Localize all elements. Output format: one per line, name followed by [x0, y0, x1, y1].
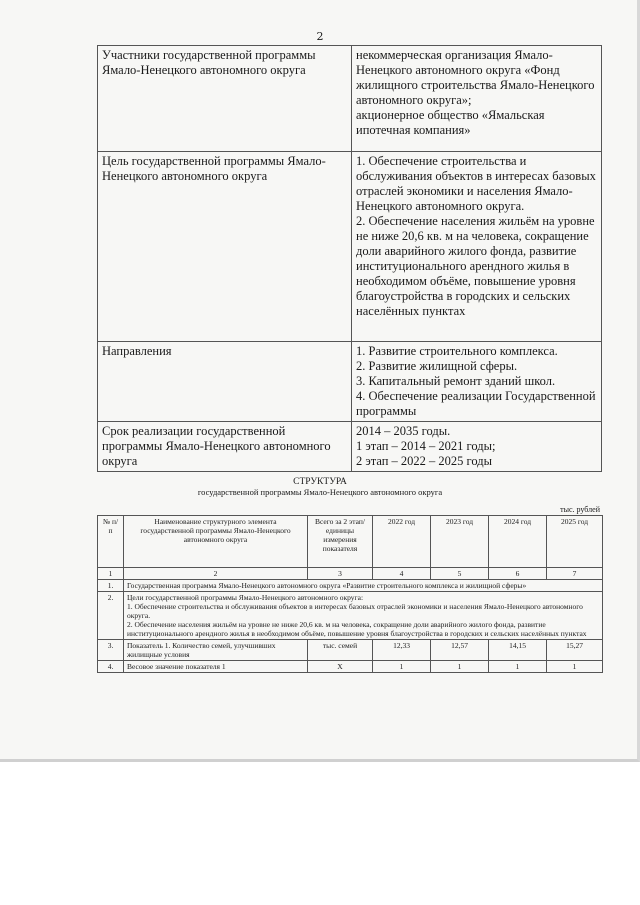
structure-heading — [0, 477, 640, 497]
value-2025: 15,27 — [547, 640, 603, 661]
row-num: 1. — [98, 580, 124, 592]
column-number: 7 — [547, 568, 603, 580]
structure-subtitle: государственной программы Ямало-Ненецкого автономного округа — [197, 487, 443, 497]
program-structure-table — [97, 515, 603, 673]
header-2024: 2024 год — [489, 516, 547, 568]
row-num: 2. — [98, 592, 124, 640]
column-number: 4 — [373, 568, 431, 580]
header-2025: 2025 год — [547, 516, 603, 568]
goals-line: 2. Обеспечение населения жильём на уровне не ниже 20,6 кв. м на человека, сокращение доли аварийного жилого фонда, развитие институционального арендного жилья в необходимом объёме, повышение уровня благоустройства в городских и сельских населённых пунктах — [127, 620, 587, 638]
directions-line: 1. Развитие строительного комплекса. — [356, 344, 558, 358]
table-row — [98, 422, 602, 472]
value-2023: 12,57 — [431, 640, 489, 661]
weight-unit: X — [308, 661, 373, 673]
column-number: 1 — [98, 568, 124, 580]
term-label: Срок реализации государственной программы Ямало-Ненецкого автономного округа — [98, 422, 352, 472]
program-goals-cell — [124, 592, 603, 640]
weight-name: Весовое значение показателя 1 — [124, 661, 308, 673]
directions-line: 4. Обеспечение реализации Государственной программы — [356, 389, 596, 418]
table-row — [98, 640, 603, 661]
term-value — [352, 422, 602, 472]
goal-line: 1. Обеспечение строительства и обслуживания объектов в интересах базовых отраслей экономики и населения Ямало-Ненецкого автономного округа. — [356, 154, 596, 213]
header-row — [98, 516, 603, 568]
participants-line: некоммерческая организация Ямало-Ненецкого автономного округа «Фонд жилищного строительства Ямало-Ненецкого автономного округа»; — [356, 48, 595, 107]
goals-line: Цели государственной программы Ямало-Ненецкого автономного округа: — [127, 593, 364, 602]
goals-line: 1. Обеспечение строительства и обслуживания объектов в интересах базовых отраслей экономики и населения Ямало-Ненецкого автономного округа. — [127, 602, 583, 620]
goal-label: Цель государственной программы Ямало-Ненецкого автономного округа — [98, 152, 352, 342]
table-row — [98, 342, 602, 422]
header-2022: 2022 год — [373, 516, 431, 568]
table-row — [98, 46, 602, 152]
table-row — [98, 592, 603, 640]
indicator-unit: тыс. семей — [308, 640, 373, 661]
directions-label: Направления — [98, 342, 352, 422]
indicator-name: Показатель 1. Количество семей, улучшивших жилищные условия — [124, 640, 308, 661]
participants-value — [352, 46, 602, 152]
weight-2025: 1 — [547, 661, 603, 673]
column-number: 2 — [124, 568, 308, 580]
table-row — [98, 580, 603, 592]
units-note: тыс. рублей — [560, 505, 600, 514]
header-total: Всего за 2 этап/ единицы измерения показателя — [308, 516, 373, 568]
weight-2023: 1 — [431, 661, 489, 673]
directions-line: 2. Развитие жилищной сферы. — [356, 359, 518, 373]
table-row — [98, 152, 602, 342]
goal-value — [352, 152, 602, 342]
weight-2024: 1 — [489, 661, 547, 673]
participants-label: Участники государственной программы Ямало-Ненецкого автономного округа — [98, 46, 352, 152]
column-number: 5 — [431, 568, 489, 580]
term-line: 2014 – 2035 годы. — [356, 424, 451, 438]
term-line: 2 этап – 2022 – 2025 годы — [356, 454, 493, 468]
page-number: 2 — [316, 30, 324, 43]
directions-line: 3. Капитальный ремонт зданий школ. — [356, 374, 556, 388]
header-name: Наименование структурного элемента государственной программы Ямало-Ненецкого автономного округа — [124, 516, 308, 568]
column-number: 3 — [308, 568, 373, 580]
table-row — [98, 661, 603, 673]
row-num: 4. — [98, 661, 124, 673]
program-passport-table — [97, 45, 602, 472]
value-2024: 14,15 — [489, 640, 547, 661]
term-line: 1 этап – 2014 – 2021 годы; — [356, 439, 496, 453]
structure-title: СТРУКТУРА — [293, 477, 347, 487]
goal-line: 2. Обеспечение населения жильём на уровне не ниже 20,6 кв. м на человека, сокращение доли аварийного жилого фонда, развитие институционального арендного жилья в необходимом объёме, повышение уровня благоустройства в городских и сельских населённых пунктах — [356, 214, 595, 318]
column-number: 6 — [489, 568, 547, 580]
header-2023: 2023 год — [431, 516, 489, 568]
header-num: № п/п — [98, 516, 124, 568]
row-num: 3. — [98, 640, 124, 661]
column-number-row — [98, 568, 603, 580]
directions-value — [352, 342, 602, 422]
value-2022: 12,33 — [373, 640, 431, 661]
weight-2022: 1 — [373, 661, 431, 673]
program-name-cell: Государственная программа Ямало-Ненецкого автономного округа «Развитие строительного комплекса и жилищной сферы» — [124, 580, 603, 592]
participants-line: акционерное общество «Ямальская ипотечная компания» — [356, 108, 545, 137]
